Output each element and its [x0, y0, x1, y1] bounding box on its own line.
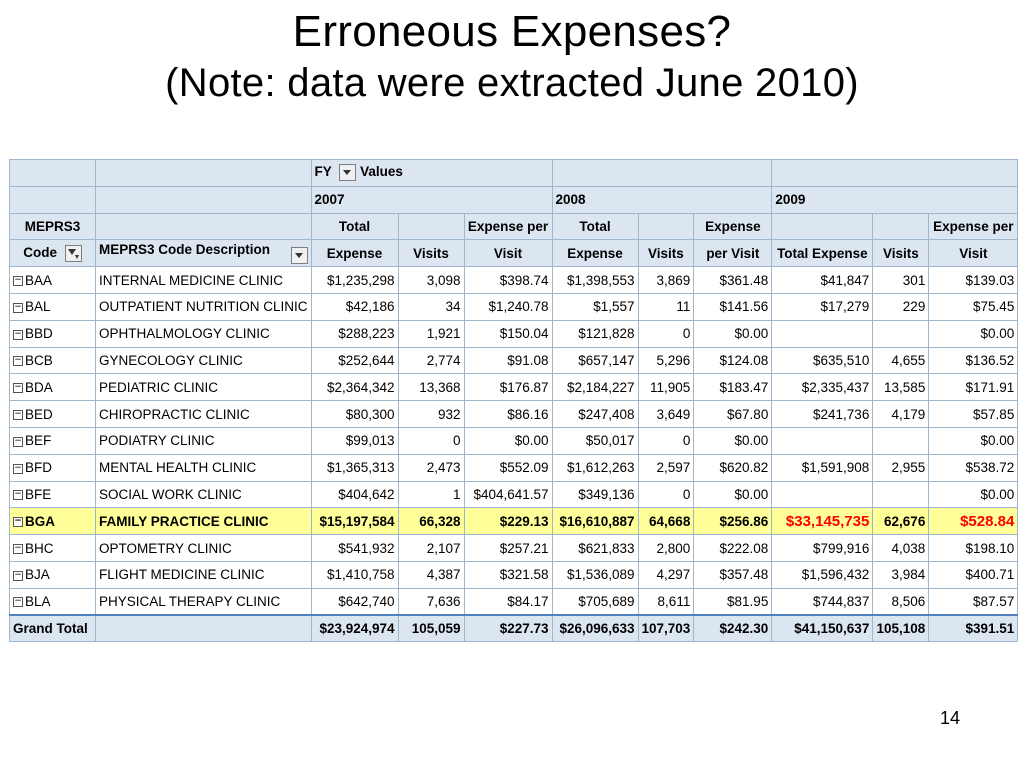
grand-total-value-cell: $26,096,633 — [552, 615, 638, 642]
table-row — [10, 535, 1018, 562]
collapse-icon[interactable]: − — [14, 542, 22, 553]
row-value-cell: $241,736 — [772, 401, 873, 428]
table-row — [10, 481, 1018, 508]
col-header-line1 — [638, 213, 694, 240]
pivot-table-container — [9, 159, 1018, 642]
row-value-cell: $398.74 — [464, 267, 552, 294]
row-value-cell: 66,328 — [398, 508, 464, 535]
row-value-cell: $404,641.57 — [464, 481, 552, 508]
row-value-cell: $67.80 — [694, 401, 772, 428]
row-value-cell — [873, 427, 929, 454]
table-row — [10, 320, 1018, 347]
header-blank-cell — [772, 160, 1018, 187]
row-code: BCB — [25, 352, 53, 368]
collapse-icon[interactable]: − — [14, 462, 22, 473]
row-value-cell: $1,612,263 — [552, 454, 638, 481]
row-code-cell — [10, 427, 96, 454]
row-value-cell: $620.82 — [694, 454, 772, 481]
header-blank-cell — [10, 160, 96, 187]
row-value-cell: $657,147 — [552, 347, 638, 374]
row-value-cell: $1,591,908 — [772, 454, 873, 481]
row-code: BJA — [25, 567, 50, 583]
row-value-cell: $171.91 — [929, 374, 1018, 401]
row-code-cell — [10, 374, 96, 401]
row-value-cell: 0 — [638, 427, 694, 454]
collapse-icon[interactable]: − — [14, 382, 22, 393]
header-row-columns-line1 — [10, 213, 1018, 240]
row-code: BGA — [25, 513, 55, 529]
row-value-cell: $57.85 — [929, 401, 1018, 428]
row-value-cell: 3,649 — [638, 401, 694, 428]
col-header-line1 — [873, 213, 929, 240]
row-value-cell: $288,223 — [311, 320, 398, 347]
pivot-table — [9, 159, 1018, 642]
slide-title: Erroneous Expenses? — [292, 7, 732, 56]
row-value-cell: $642,740 — [311, 588, 398, 615]
row-value-cell: 0 — [638, 320, 694, 347]
col-header-line2: Visit — [929, 240, 1018, 267]
row-value-cell: 8,506 — [873, 588, 929, 615]
collapse-icon[interactable]: − — [14, 435, 22, 446]
table-row-highlighted — [10, 508, 1018, 535]
row-value-cell: $17,279 — [772, 293, 873, 320]
col-header-line2: Visits — [398, 240, 464, 267]
row-value-cell: $552.09 — [464, 454, 552, 481]
row-value-cell: $0.00 — [929, 427, 1018, 454]
page-number: 14 — [940, 708, 961, 728]
grand-total-label: Grand Total — [10, 615, 96, 642]
col-header-line1 — [772, 213, 873, 240]
row-code-cell — [10, 267, 96, 294]
row-code-cell — [10, 481, 96, 508]
row-value-cell: $222.08 — [694, 535, 772, 562]
table-row — [10, 374, 1018, 401]
grand-total-value-cell: 105,108 — [873, 615, 929, 642]
row-value-cell: $349,136 — [552, 481, 638, 508]
row-value-cell: $2,184,227 — [552, 374, 638, 401]
row-code-cell — [10, 293, 96, 320]
row-value-cell: 4,655 — [873, 347, 929, 374]
row-code: BFE — [25, 486, 52, 502]
col-header-line1: Total — [311, 213, 398, 240]
header-row-years — [10, 186, 1018, 213]
col-header-line2: Visit — [464, 240, 552, 267]
row-code: BBD — [25, 326, 53, 342]
row-value-cell: $99,013 — [311, 427, 398, 454]
row-value-cell: $1,410,758 — [311, 561, 398, 588]
row-value-cell: $121,828 — [552, 320, 638, 347]
row-value-cell: $257.21 — [464, 535, 552, 562]
row-value-cell: 932 — [398, 401, 464, 428]
grand-total-value-cell: $391.51 — [929, 615, 1018, 642]
row-description: PHYSICAL THERAPY CLINIC — [96, 588, 312, 615]
col-header-line2: Visits — [873, 240, 929, 267]
row-value-cell: $252,644 — [311, 347, 398, 374]
code-filter-dropdown-icon[interactable] — [65, 245, 82, 262]
row-value-cell: $150.04 — [464, 320, 552, 347]
row-value-cell: $247,408 — [552, 401, 638, 428]
row-value-cell: $16,610,887 — [552, 508, 638, 535]
year-header-2009: 2009 — [772, 186, 1018, 213]
row-value-cell: 7,636 — [398, 588, 464, 615]
grand-total-value-cell: 107,703 — [638, 615, 694, 642]
row-value-cell: $139.03 — [929, 267, 1018, 294]
table-row — [10, 427, 1018, 454]
row-value-cell: $229.13 — [464, 508, 552, 535]
row-value-cell: $183.47 — [694, 374, 772, 401]
col-header-line1: Total — [552, 213, 638, 240]
row-value-cell: 1,921 — [398, 320, 464, 347]
row-value-cell: $0.00 — [929, 481, 1018, 508]
header-row-columns-line2 — [10, 240, 1018, 267]
row-code-cell — [10, 561, 96, 588]
row-value-cell — [772, 427, 873, 454]
col-header-line2: Expense — [311, 240, 398, 267]
row-description: INTERNAL MEDICINE CLINIC — [96, 267, 312, 294]
row-value-cell: $80,300 — [311, 401, 398, 428]
row-value-cell: $256.86 — [694, 508, 772, 535]
slide-title-block — [0, 6, 1024, 108]
row-value-cell: 4,297 — [638, 561, 694, 588]
col-header-line1: Expense — [694, 213, 772, 240]
header-row-fy — [10, 160, 1018, 187]
row-code: BED — [25, 406, 53, 422]
collapse-icon[interactable]: − — [14, 275, 22, 286]
row-code: BFD — [25, 460, 52, 476]
row-description: GYNECOLOGY CLINIC — [96, 347, 312, 374]
row-value-cell — [772, 320, 873, 347]
row-value-cell: $75.45 — [929, 293, 1018, 320]
row-value-cell: $404,642 — [311, 481, 398, 508]
row-value-cell: $528.84 — [929, 508, 1018, 535]
row-code-cell — [10, 508, 96, 535]
row-code: BHC — [25, 540, 54, 556]
row-value-cell: 229 — [873, 293, 929, 320]
row-value-cell: 64,668 — [638, 508, 694, 535]
row-value-cell: $541,932 — [311, 535, 398, 562]
row-value-cell: 13,368 — [398, 374, 464, 401]
row-code-cell — [10, 347, 96, 374]
row-value-cell: $15,197,584 — [311, 508, 398, 535]
row-value-cell: $0.00 — [929, 320, 1018, 347]
header-blank-cell — [10, 186, 96, 213]
fy-values-header — [311, 160, 552, 187]
code-header-line2: Code — [23, 244, 57, 260]
col-header-line1: Expense per — [929, 213, 1018, 240]
row-code-cell — [10, 401, 96, 428]
grand-total-value-cell: $23,924,974 — [311, 615, 398, 642]
collapse-icon[interactable]: − — [14, 328, 22, 339]
row-value-cell: $621,833 — [552, 535, 638, 562]
row-description: PODIATRY CLINIC — [96, 427, 312, 454]
row-description: MENTAL HEALTH CLINIC — [96, 454, 312, 481]
row-value-cell: 0 — [638, 481, 694, 508]
row-value-cell: $400.71 — [929, 561, 1018, 588]
row-value-cell: 4,179 — [873, 401, 929, 428]
row-value-cell: 13,585 — [873, 374, 929, 401]
collapse-icon[interactable]: − — [14, 489, 22, 500]
fy-label: FY — [314, 164, 332, 180]
row-value-cell: $1,365,313 — [311, 454, 398, 481]
table-row — [10, 401, 1018, 428]
row-description: OPTOMETRY CLINIC — [96, 535, 312, 562]
header-blank-cell — [96, 160, 312, 187]
row-value-cell: $86.16 — [464, 401, 552, 428]
row-code: BLA — [25, 593, 51, 609]
collapse-icon[interactable]: − — [14, 596, 22, 607]
row-value-cell: $0.00 — [694, 427, 772, 454]
row-description: SOCIAL WORK CLINIC — [96, 481, 312, 508]
table-row — [10, 267, 1018, 294]
row-value-cell: 2,597 — [638, 454, 694, 481]
row-value-cell: 5,296 — [638, 347, 694, 374]
row-code: BAL — [25, 299, 51, 315]
row-value-cell: $198.10 — [929, 535, 1018, 562]
row-value-cell: $744,837 — [772, 588, 873, 615]
row-value-cell: 11 — [638, 293, 694, 320]
row-value-cell: $141.56 — [694, 293, 772, 320]
table-row — [10, 347, 1018, 374]
grand-total-value-cell: 105,059 — [398, 615, 464, 642]
collapse-icon[interactable]: − — [14, 516, 22, 527]
header-blank-cell — [96, 213, 312, 240]
row-value-cell: 2,800 — [638, 535, 694, 562]
col-header-line2: Expense — [552, 240, 638, 267]
header-blank-cell — [96, 186, 312, 213]
row-value-cell: 3,098 — [398, 267, 464, 294]
row-value-cell — [873, 320, 929, 347]
row-value-cell: $0.00 — [694, 481, 772, 508]
row-value-cell: 3,869 — [638, 267, 694, 294]
row-value-cell: 2,107 — [398, 535, 464, 562]
col-header-line2: per Visit — [694, 240, 772, 267]
row-value-cell: 0 — [398, 427, 464, 454]
row-value-cell: 2,774 — [398, 347, 464, 374]
grand-total-value-cell: $242.30 — [694, 615, 772, 642]
row-code-cell — [10, 588, 96, 615]
code-header-cell — [10, 240, 96, 267]
values-label: Values — [360, 164, 403, 180]
row-value-cell: $176.87 — [464, 374, 552, 401]
row-value-cell: 1 — [398, 481, 464, 508]
collapse-icon[interactable]: − — [14, 355, 22, 366]
table-row — [10, 588, 1018, 615]
row-value-cell: $124.08 — [694, 347, 772, 374]
table-row — [10, 454, 1018, 481]
row-value-cell: $136.52 — [929, 347, 1018, 374]
row-value-cell: 4,038 — [873, 535, 929, 562]
row-value-cell: $0.00 — [464, 427, 552, 454]
year-header-2007: 2007 — [311, 186, 552, 213]
row-value-cell: 2,955 — [873, 454, 929, 481]
row-value-cell: $41,847 — [772, 267, 873, 294]
row-value-cell: $1,557 — [552, 293, 638, 320]
row-value-cell: $0.00 — [694, 320, 772, 347]
row-value-cell: $361.48 — [694, 267, 772, 294]
row-code-cell — [10, 320, 96, 347]
row-code: BDA — [25, 379, 53, 395]
row-value-cell: $87.57 — [929, 588, 1018, 615]
row-value-cell: $705,689 — [552, 588, 638, 615]
collapse-icon[interactable]: − — [14, 569, 22, 580]
row-value-cell: $84.17 — [464, 588, 552, 615]
desc-header-label: MEPRS3 Code Description — [99, 242, 271, 258]
desc-header-cell — [96, 240, 312, 267]
row-value-cell: $2,364,342 — [311, 374, 398, 401]
row-description: OUTPATIENT NUTRITION CLINIC — [96, 293, 312, 320]
slide-subtitle: (Note: data were extracted June 2010) — [165, 61, 859, 105]
table-row — [10, 293, 1018, 320]
row-value-cell: $799,916 — [772, 535, 873, 562]
row-value-cell: $1,536,089 — [552, 561, 638, 588]
row-value-cell: $50,017 — [552, 427, 638, 454]
row-value-cell: $91.08 — [464, 347, 552, 374]
row-value-cell: $635,510 — [772, 347, 873, 374]
col-header-line2: Total Expense — [772, 240, 873, 267]
row-value-cell: 4,387 — [398, 561, 464, 588]
row-value-cell: 2,473 — [398, 454, 464, 481]
grand-total-blank-cell — [96, 615, 312, 642]
row-value-cell: 301 — [873, 267, 929, 294]
col-header-line2: Visits — [638, 240, 694, 267]
row-value-cell: $1,596,432 — [772, 561, 873, 588]
grand-total-value-cell: $227.73 — [464, 615, 552, 642]
row-description: FAMILY PRACTICE CLINIC — [96, 508, 312, 535]
row-value-cell: 11,905 — [638, 374, 694, 401]
row-value-cell: $81.95 — [694, 588, 772, 615]
row-value-cell: $1,235,298 — [311, 267, 398, 294]
row-value-cell: $538.72 — [929, 454, 1018, 481]
row-value-cell: $321.58 — [464, 561, 552, 588]
row-value-cell — [772, 481, 873, 508]
row-value-cell: $1,240.78 — [464, 293, 552, 320]
row-code: BAA — [25, 272, 53, 288]
row-value-cell: $1,398,553 — [552, 267, 638, 294]
desc-dropdown-icon[interactable] — [291, 247, 308, 264]
row-code: BEF — [25, 433, 52, 449]
grand-total-value-cell: $41,150,637 — [772, 615, 873, 642]
row-value-cell: 62,676 — [873, 508, 929, 535]
row-description: PEDIATRIC CLINIC — [96, 374, 312, 401]
row-value-cell: 34 — [398, 293, 464, 320]
header-blank-cell — [552, 160, 772, 187]
row-code-cell — [10, 454, 96, 481]
row-value-cell: $42,186 — [311, 293, 398, 320]
col-header-line1: Expense per — [464, 213, 552, 240]
row-description: CHIROPRACTIC CLINIC — [96, 401, 312, 428]
collapse-icon[interactable]: − — [14, 409, 22, 419]
fy-filter-dropdown-icon[interactable] — [339, 164, 356, 181]
row-code-cell — [10, 535, 96, 562]
row-value-cell: 8,611 — [638, 588, 694, 615]
row-description: FLIGHT MEDICINE CLINIC — [96, 561, 312, 588]
row-value-cell: $2,335,437 — [772, 374, 873, 401]
row-value-cell: $357.48 — [694, 561, 772, 588]
table-row — [10, 561, 1018, 588]
year-header-2008: 2008 — [552, 186, 772, 213]
collapse-icon[interactable]: − — [14, 301, 22, 312]
col-header-line1 — [398, 213, 464, 240]
row-description: OPHTHALMOLOGY CLINIC — [96, 320, 312, 347]
code-header-line1: MEPRS3 — [10, 213, 96, 240]
row-value-cell — [873, 481, 929, 508]
row-value-cell: 3,984 — [873, 561, 929, 588]
row-value-cell: $33,145,735 — [772, 508, 873, 535]
grand-total-row — [10, 615, 1018, 642]
